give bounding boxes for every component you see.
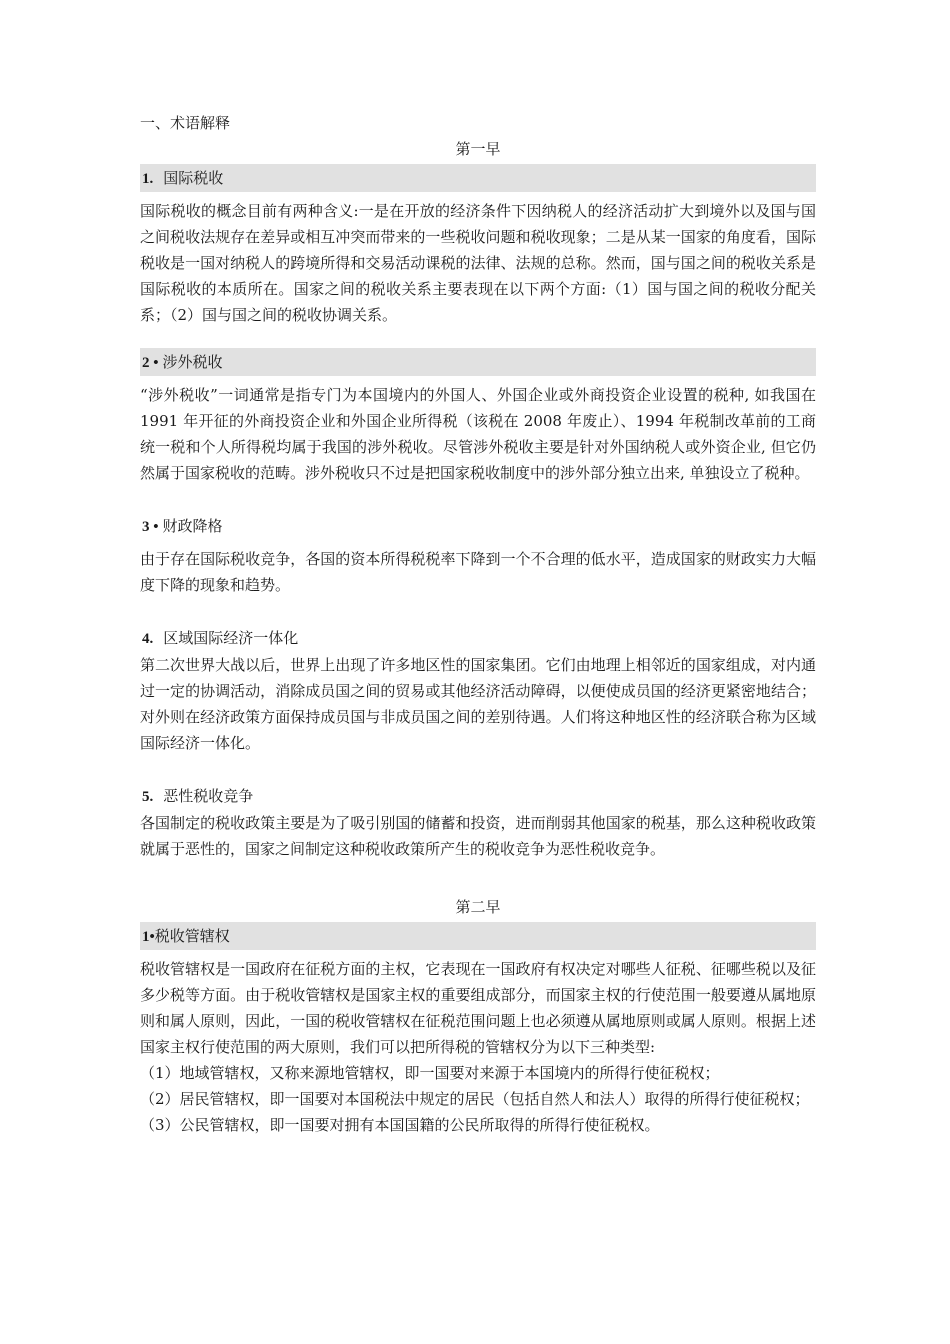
list-item: （2）居民管辖权，即一国要对本国税法中规定的居民（包括自然人和法人）取得的所得行使征税权； [140,1090,810,1108]
term-heading-international-taxation [140,164,816,192]
term-title: 国际税收 [163,169,224,187]
term-heading-foreign-related-taxation [140,348,816,376]
list-item: （1）地域管辖权，又称来源地管辖权，即一国要对来源于本国境内的所得行使征税权； [140,1064,720,1082]
list-item: （3）公民管辖权，即一国要对拥有本国国籍的公民所取得的所得行使征税权。 [140,1116,660,1134]
term-title: 财政降格 [162,517,223,535]
chapter-1-heading: 第一早 [455,140,501,158]
term-title: 恶性税收竞争 [163,787,254,805]
document-page [140,110,816,1138]
term-number: 5. [142,789,154,805]
term-heading-fiscal-degradation [140,512,816,540]
term-number: 3 • [142,519,159,535]
term-definition: 税收管辖权是一国政府在征税方面的主权，它表现在一国政府有权决定对哪些人征税、征哪些税以及征多少税等方面。由于税收管辖权是国家主权的重要组成部分，而国家主权的行使范围一般要遵从属地原则和属人原则，因此，一国的税收管辖权在征税范围问题上也必须遵从属地原则或属人原则。根据上述国家主权行使范围的两大原则，我们可以把所得税的管辖权分为以下三种类型: [140,960,816,1056]
term-definition: 各国制定的税收政策主要是为了吸引别国的储蓄和投资，进而削弱其他国家的税基，那么这种税收政策就属于恶性的，国家之间制定这种税收政策所产生的税收竞争为恶性税收竞争。 [140,814,816,858]
term-title: 区域国际经济一体化 [163,629,299,647]
chapter-2-heading: 第二早 [455,898,501,916]
term-number: 4. [142,631,154,647]
term-number: 1. [142,171,154,187]
term-heading-regional-integration [140,624,816,652]
term-definition: 国际税收的概念目前有两种含义:一是在开放的经济条件下因纳税人的经济活动扩大到境外以及国与国之间税收法规存在差异或相互冲突而带来的一些税收问题和税收现象；二是从某一国家的角度看，国际税收是一国对纳税人的跨境所得和交易活动课税的法律、法规的总称。然而，国与国之间的税收关系是国际税收的本质所在。国家之间的税收关系主要表现在以下两个方面:（1）国与国之间的税收分配关系；（2）国与国之间的税收协调关系。 [140,202,816,324]
term-title: 税收管辖权 [154,927,230,945]
part-title: 一、术语解释 [140,114,231,132]
term-heading-harmful-tax-competition [140,782,816,810]
term-definition: 第二次世界大战以后，世界上出现了许多地区性的国家集团。它们由地理上相邻近的国家组成，对内通过一定的协调活动，消除成员国之间的贸易或其他经济活动障碍，以便使成员国的经济更紧密地结合；对外则在经济政策方面保持成员国与非成员国之间的差别待遇。人们将这种地区性的经济联合称为区域国际经济一体化。 [140,656,816,752]
term-definition: “涉外税收”一词通常是指专门为本国境内的外国人、外国企业或外商投资企业设置的税种, 如我国在 1991 年开征的外商投资企业和外国企业所得税（该税在 2008 年废止）、1994 年税制改革前的工商统一税和个人所得税均属于我国的涉外税收。尽管涉外税收主要是针对外国纳税人或外资企业, 但它仍然属于国家税收的范畴。涉外税收只不过是把国家税收制度中的涉外部分独立出来, 单独设立了税种。 [140,386,816,482]
term-number: 1• [142,929,155,945]
term-title: 涉外税收 [162,353,223,371]
term-heading-tax-jurisdiction [140,922,816,950]
term-number: 2 • [142,355,159,371]
term-definition: 由于存在国际税收竞争，各国的资本所得税税率下降到一个不合理的低水平，造成国家的财政实力大幅度下降的现象和趋势。 [140,550,816,594]
